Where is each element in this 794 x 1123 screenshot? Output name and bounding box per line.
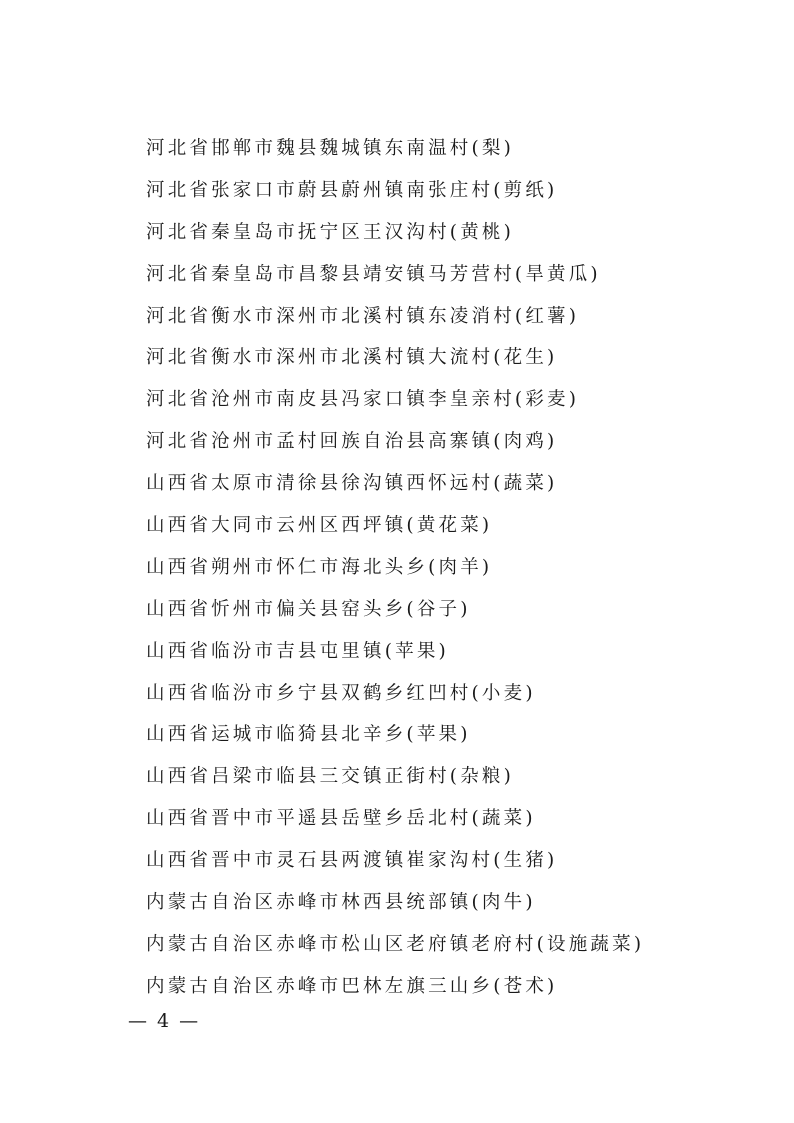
list-item: 山西省运城市临猗县北辛乡(苹果) [146,724,471,746]
list-item: 山西省临汾市吉县屯里镇(苹果) [146,640,449,662]
list-item: 内蒙古自治区赤峰市巴林左旗三山乡(苍术) [146,975,558,997]
village-list [146,128,644,1008]
list-item: 河北省秦皇岛市昌黎县靖安镇马芳营村(旱黄瓜) [146,263,601,285]
list-item: 山西省朔州市怀仁市海北头乡(肉羊) [146,556,493,578]
list-item: 山西省临汾市乡宁县双鹤乡红凹村(小麦) [146,682,536,704]
list-item: 河北省衡水市深州市北溪村镇大流村(花生) [146,347,558,369]
list-item: 河北省张家口市蔚县蔚州镇南张庄村(剪纸) [146,179,558,201]
list-item: 山西省大同市云州区西坪镇(黄花菜) [146,515,493,537]
list-item: 河北省沧州市孟村回族自治县高寨镇(肉鸡) [146,431,558,453]
list-item: 山西省晋中市灵石县两渡镇崔家沟村(生猪) [146,850,558,872]
list-item: 河北省邯郸市魏县魏城镇东南温村(梨) [146,138,515,159]
list-item: 山西省太原市清徐县徐沟镇西怀远村(蔬菜) [146,473,558,495]
list-item: 河北省秦皇岛市抚宁区王汉沟村(黄桃) [146,221,515,243]
list-item: 河北省沧州市南皮县冯家口镇李皇亲村(彩麦) [146,389,580,411]
list-item: 山西省晋中市平遥县岳壁乡岳北村(蔬菜) [146,808,536,830]
list-item: 山西省吕梁市临县三交镇正街村(杂粮) [146,766,515,788]
page-number: — 4 — [128,1010,201,1032]
list-item: 内蒙古自治区赤峰市松山区老府镇老府村(设施蔬菜) [146,933,645,955]
list-item: 内蒙古自治区赤峰市林西县统部镇(肉牛) [146,892,536,914]
list-item: 河北省衡水市深州市北溪村镇东凌消村(红薯) [146,305,580,327]
list-item: 山西省忻州市偏关县窑头乡(谷子) [146,598,471,620]
